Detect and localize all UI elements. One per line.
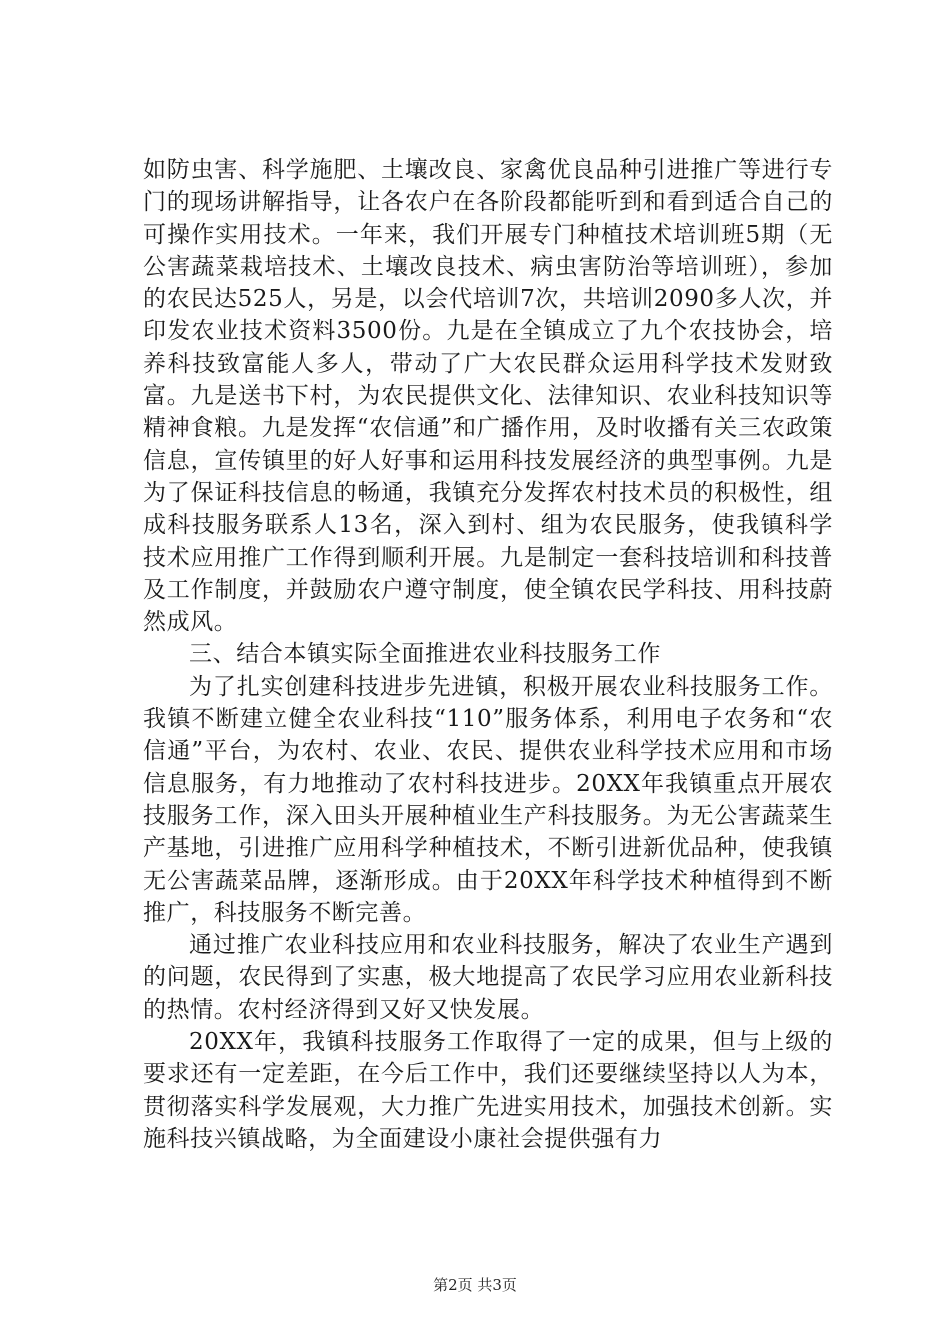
paragraph: 为了扎实创建科技进步先进镇，积极开展农业科技服务工作。我镇不断建立健全农业科技“110”服务体系，利用电子农务和“农信通”平台，为农村、农业、农民、提供农业科学技术应用和市场信息服务，有力地推动了农村科技进步。20XX年我镇重点开展农技服务工作，深入田头开展种植业生产科技服务。为无公害蔬菜生产基地，引进推广应用科学种植技术，不断引进新优品种，使我镇无公害蔬菜品牌，逐渐形成。由于20XX年科学技术种植得到不断推广，科技服务不断完善。 [143,673,833,926]
paragraph-continuation: 如防虫害、科学施肥、土壤改良、家禽优良品种引进推广等进行专门的现场讲解指导，让各农户在各阶段都能听到和看到适合自己的可操作实用技术。一年来，我们开展专门种植技术培训班5期（无公害蔬菜栽培技术、土壤改良技术、病虫害防治等培训班），参加的农民达525人，另是，以会代培训7次，共培训2090多人次，并印发农业技术资料3500份。九是在全镇成立了九个农技协会，培养科技致富能人多人，带动了广大农民群众运用科学技术发财致富。九是送书下村，为农民提供文化、法律知识、农业科技知识等精神食粮。九是发挥“农信通”和广播作用，及时收播有关三农政策信息，宣传镇里的好人好事和运用科技发展经济的典型事例。九是为了保证科技信息的畅通，我镇充分发挥农村技术员的积极性，组成科技服务联系人13名，深入到村、组为农民服务，使我镇科学技术应用推广工作得到顺利开展。九是制定一套科技培训和科技普及工作制度，并鼓励农户遵守制度，使全镇农民学科技、用科技蔚然成风。 [143,157,833,636]
paragraph: 通过推广农业科技应用和农业科技服务，解决了农业生产遇到的问题，农民得到了实惠，极大地提高了农民学习应用农业新科技的热情。农村经济得到又好又快发展。 [143,932,833,1023]
page-number-footer: 第2页 共3页 [433,1276,517,1294]
section-heading: 三、结合本镇实际全面推进农业科技服务工作 [189,641,661,668]
document-body [143,154,833,1155]
paragraph: 20XX年，我镇科技服务工作取得了一定的成果，但与上级的要求还有一定差距，在今后工作中，我们还要继续坚持以人为本，贯彻落实科学发展观，大力推广先进实用技术，加强技术创新。实施科技兴镇战略，为全面建设小康社会提供强有力 [143,1029,833,1152]
